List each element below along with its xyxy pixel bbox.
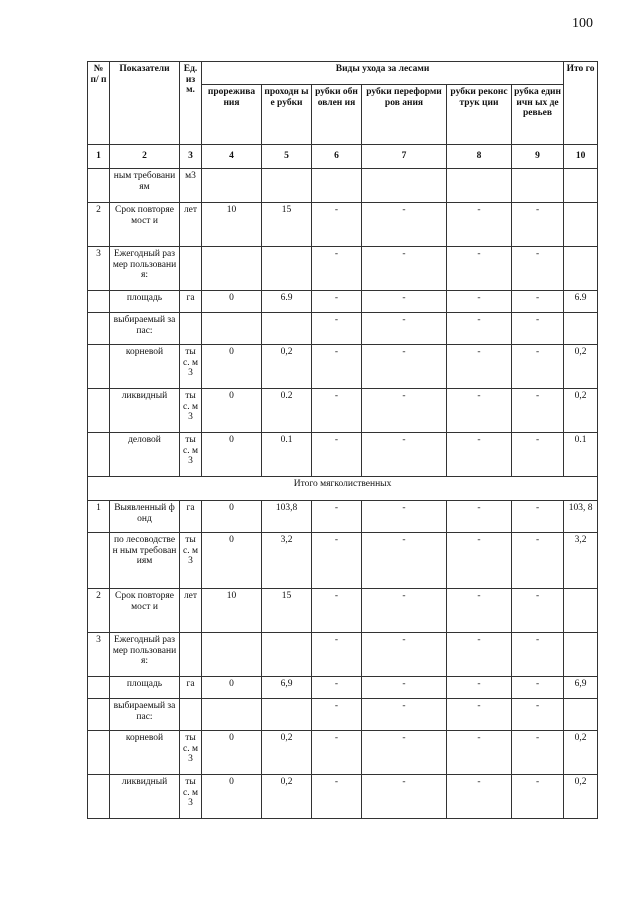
cell-c9 bbox=[512, 169, 564, 203]
cell-c4: 10 bbox=[202, 589, 262, 633]
cell-unit: ты с. м3 bbox=[180, 345, 202, 389]
header-col-unit: Ед. из м. bbox=[180, 62, 202, 145]
header-group-title: Виды ухода за лесами bbox=[202, 62, 564, 85]
table-row bbox=[88, 533, 598, 589]
cell-c9: - bbox=[512, 433, 564, 477]
cell-ind: корневой bbox=[110, 345, 180, 389]
cell-no: 2 bbox=[88, 203, 110, 247]
col-number: 4 bbox=[202, 145, 262, 169]
table-row bbox=[88, 677, 598, 699]
cell-c4: 0 bbox=[202, 291, 262, 313]
cell-c4: 0 bbox=[202, 731, 262, 775]
cell-c10: 0,2 bbox=[564, 389, 598, 433]
cell-c4: 0 bbox=[202, 677, 262, 699]
cell-c10: 6,9 bbox=[564, 677, 598, 699]
cell-c6: - bbox=[312, 291, 362, 313]
cell-c7: - bbox=[362, 389, 447, 433]
col-number: 9 bbox=[512, 145, 564, 169]
cell-c10: 103, 8 bbox=[564, 501, 598, 533]
cell-no bbox=[88, 345, 110, 389]
cell-c9: - bbox=[512, 501, 564, 533]
table-row bbox=[88, 699, 598, 731]
cell-unit: ты с. м3 bbox=[180, 533, 202, 589]
cell-c8: - bbox=[447, 775, 512, 819]
cell-ind: площадь bbox=[110, 677, 180, 699]
cell-unit: ты с. м3 bbox=[180, 389, 202, 433]
cell-c6: - bbox=[312, 345, 362, 389]
table-row bbox=[88, 633, 598, 677]
header-col-total: Ито го bbox=[564, 62, 598, 145]
col-number: 2 bbox=[110, 145, 180, 169]
cell-c4: 0 bbox=[202, 389, 262, 433]
cell-no bbox=[88, 775, 110, 819]
header-sub-col: прорежива ния bbox=[202, 85, 262, 145]
cell-c10: 6.9 bbox=[564, 291, 598, 313]
cell-no: 2 bbox=[88, 589, 110, 633]
cell-c7: - bbox=[362, 203, 447, 247]
header-sub-col: проходн ые рубки bbox=[262, 85, 312, 145]
cell-c10 bbox=[564, 169, 598, 203]
page-number: 100 bbox=[572, 16, 593, 31]
section-title: Итого мягколиственных bbox=[88, 477, 598, 501]
cell-c5 bbox=[262, 247, 312, 291]
cell-c5 bbox=[262, 313, 312, 345]
col-number: 5 bbox=[262, 145, 312, 169]
cell-c8 bbox=[447, 169, 512, 203]
cell-c6: - bbox=[312, 203, 362, 247]
col-number: 10 bbox=[564, 145, 598, 169]
cell-c4: 0 bbox=[202, 433, 262, 477]
cell-unit: лет bbox=[180, 203, 202, 247]
cell-ind: ликвидный bbox=[110, 775, 180, 819]
cell-c6: - bbox=[312, 589, 362, 633]
cell-c7: - bbox=[362, 433, 447, 477]
cell-c9: - bbox=[512, 247, 564, 291]
cell-c7: - bbox=[362, 291, 447, 313]
cell-ind: корневой bbox=[110, 731, 180, 775]
cell-c6: - bbox=[312, 247, 362, 291]
header-sub-col: рубки реконструк ции bbox=[447, 85, 512, 145]
cell-no bbox=[88, 677, 110, 699]
cell-unit: га bbox=[180, 501, 202, 533]
table-row bbox=[88, 501, 598, 533]
cell-c6: - bbox=[312, 313, 362, 345]
cell-c10: 0,2 bbox=[564, 345, 598, 389]
cell-c5 bbox=[262, 633, 312, 677]
cell-no: 3 bbox=[88, 633, 110, 677]
cell-c5: 6.9 bbox=[262, 291, 312, 313]
cell-c5: 6,9 bbox=[262, 677, 312, 699]
header-col-no: № п/ п bbox=[88, 62, 110, 145]
cell-c10: 0,2 bbox=[564, 731, 598, 775]
header-sub-col: рубки переформиров ания bbox=[362, 85, 447, 145]
cell-no: 1 bbox=[88, 501, 110, 533]
cell-ind: Выявленный фонд bbox=[110, 501, 180, 533]
cell-c5 bbox=[262, 169, 312, 203]
cell-c8: - bbox=[447, 677, 512, 699]
cell-c6: - bbox=[312, 775, 362, 819]
cell-ind: по лесоводствен ным требованиям bbox=[110, 533, 180, 589]
cell-unit: ты с. м3 bbox=[180, 433, 202, 477]
cell-c5: 103,8 bbox=[262, 501, 312, 533]
cell-c7: - bbox=[362, 677, 447, 699]
cell-c5: 0,2 bbox=[262, 345, 312, 389]
cell-unit: ты с. м3 bbox=[180, 775, 202, 819]
cell-c10: 0,2 bbox=[564, 775, 598, 819]
cell-c6: - bbox=[312, 699, 362, 731]
cell-c6: - bbox=[312, 433, 362, 477]
section-row-group bbox=[88, 477, 598, 501]
cell-c10 bbox=[564, 589, 598, 633]
cell-c4: 0 bbox=[202, 775, 262, 819]
cell-ind: Ежегодный размер пользования: bbox=[110, 633, 180, 677]
cell-c4: 0 bbox=[202, 501, 262, 533]
table-row bbox=[88, 731, 598, 775]
cell-c6: - bbox=[312, 533, 362, 589]
cell-unit: м3 bbox=[180, 169, 202, 203]
table-row bbox=[88, 589, 598, 633]
cell-c7: - bbox=[362, 775, 447, 819]
cell-c10 bbox=[564, 247, 598, 291]
cell-c8: - bbox=[447, 203, 512, 247]
cell-unit bbox=[180, 247, 202, 291]
cell-c4: 0 bbox=[202, 345, 262, 389]
cell-ind: Срок повторяемост и bbox=[110, 589, 180, 633]
cell-c9: - bbox=[512, 533, 564, 589]
cell-c8: - bbox=[447, 247, 512, 291]
cell-c9: - bbox=[512, 677, 564, 699]
col-number: 6 bbox=[312, 145, 362, 169]
cell-c4 bbox=[202, 699, 262, 731]
cell-c4 bbox=[202, 169, 262, 203]
cell-c5: 15 bbox=[262, 203, 312, 247]
cell-c4 bbox=[202, 247, 262, 291]
forest-care-table bbox=[87, 61, 598, 819]
col-number: 3 bbox=[180, 145, 202, 169]
cell-c8: - bbox=[447, 633, 512, 677]
cell-unit bbox=[180, 313, 202, 345]
cell-c5: 15 bbox=[262, 589, 312, 633]
cell-ind: площадь bbox=[110, 291, 180, 313]
cell-c5: 0.2 bbox=[262, 389, 312, 433]
cell-c9: - bbox=[512, 589, 564, 633]
cell-c7: - bbox=[362, 533, 447, 589]
col-number: 8 bbox=[447, 145, 512, 169]
cell-c8: - bbox=[447, 313, 512, 345]
cell-c10: 0.1 bbox=[564, 433, 598, 477]
cell-no bbox=[88, 731, 110, 775]
cell-c9: - bbox=[512, 633, 564, 677]
cell-ind: ликвидный bbox=[110, 389, 180, 433]
cell-c4 bbox=[202, 313, 262, 345]
cell-c7: - bbox=[362, 699, 447, 731]
cell-c4: 10 bbox=[202, 203, 262, 247]
cell-c8: - bbox=[447, 389, 512, 433]
col-number: 1 bbox=[88, 145, 110, 169]
cell-c7 bbox=[362, 169, 447, 203]
cell-c8: - bbox=[447, 589, 512, 633]
cell-c7: - bbox=[362, 501, 447, 533]
cell-c6: - bbox=[312, 633, 362, 677]
cell-c9: - bbox=[512, 775, 564, 819]
table-row bbox=[88, 433, 598, 477]
table-row bbox=[88, 203, 598, 247]
cell-c10 bbox=[564, 633, 598, 677]
cell-c7: - bbox=[362, 731, 447, 775]
table-row bbox=[88, 247, 598, 291]
cell-ind: выбираемый запас: bbox=[110, 313, 180, 345]
table-row bbox=[88, 291, 598, 313]
cell-c9: - bbox=[512, 699, 564, 731]
cell-c8: - bbox=[447, 731, 512, 775]
cell-no bbox=[88, 433, 110, 477]
table-row bbox=[88, 313, 598, 345]
header-sub-col: рубка единичн ых деревьев bbox=[512, 85, 564, 145]
header-sub-col: рубки обновлен ия bbox=[312, 85, 362, 145]
cell-c6 bbox=[312, 169, 362, 203]
cell-ind: Ежегодный размер пользования: bbox=[110, 247, 180, 291]
cell-c6: - bbox=[312, 389, 362, 433]
cell-c9: - bbox=[512, 313, 564, 345]
cell-c6: - bbox=[312, 677, 362, 699]
cell-ind: выбираемый запас: bbox=[110, 699, 180, 731]
cell-c5: 0.1 bbox=[262, 433, 312, 477]
cell-c4: 0 bbox=[202, 533, 262, 589]
cell-unit bbox=[180, 633, 202, 677]
cell-ind: Срок повторяемост и bbox=[110, 203, 180, 247]
table-body-bottom bbox=[88, 501, 598, 819]
cell-unit bbox=[180, 699, 202, 731]
cell-c7: - bbox=[362, 345, 447, 389]
cell-c9: - bbox=[512, 389, 564, 433]
section-row bbox=[88, 477, 598, 501]
cell-c8: - bbox=[447, 533, 512, 589]
cell-c5: 0,2 bbox=[262, 775, 312, 819]
cell-c5 bbox=[262, 699, 312, 731]
cell-c10 bbox=[564, 699, 598, 731]
cell-c4 bbox=[202, 633, 262, 677]
cell-ind: ным требованиям bbox=[110, 169, 180, 203]
cell-no bbox=[88, 389, 110, 433]
cell-no bbox=[88, 699, 110, 731]
cell-no bbox=[88, 291, 110, 313]
cell-no bbox=[88, 169, 110, 203]
cell-no bbox=[88, 533, 110, 589]
cell-c8: - bbox=[447, 501, 512, 533]
header-col-indicator: Показатели bbox=[110, 62, 180, 145]
cell-c5: 3,2 bbox=[262, 533, 312, 589]
cell-c10 bbox=[564, 203, 598, 247]
cell-ind: деловой bbox=[110, 433, 180, 477]
cell-c9: - bbox=[512, 291, 564, 313]
table-row bbox=[88, 775, 598, 819]
cell-c7: - bbox=[362, 313, 447, 345]
table-row bbox=[88, 389, 598, 433]
cell-c10: 3,2 bbox=[564, 533, 598, 589]
cell-c7: - bbox=[362, 247, 447, 291]
cell-c9: - bbox=[512, 345, 564, 389]
cell-no bbox=[88, 313, 110, 345]
table-body-top bbox=[88, 169, 598, 477]
cell-c7: - bbox=[362, 589, 447, 633]
cell-c6: - bbox=[312, 731, 362, 775]
cell-c8: - bbox=[447, 699, 512, 731]
cell-unit: ты с. м3 bbox=[180, 731, 202, 775]
table-row bbox=[88, 169, 598, 203]
cell-c9: - bbox=[512, 731, 564, 775]
cell-unit: га bbox=[180, 677, 202, 699]
cell-c10 bbox=[564, 313, 598, 345]
table-row bbox=[88, 345, 598, 389]
cell-c8: - bbox=[447, 433, 512, 477]
cell-no: 3 bbox=[88, 247, 110, 291]
cell-c8: - bbox=[447, 345, 512, 389]
col-number: 7 bbox=[362, 145, 447, 169]
cell-c6: - bbox=[312, 501, 362, 533]
cell-c8: - bbox=[447, 291, 512, 313]
cell-unit: лет bbox=[180, 589, 202, 633]
cell-unit: га bbox=[180, 291, 202, 313]
cell-c7: - bbox=[362, 633, 447, 677]
cell-c5: 0,2 bbox=[262, 731, 312, 775]
cell-c9: - bbox=[512, 203, 564, 247]
